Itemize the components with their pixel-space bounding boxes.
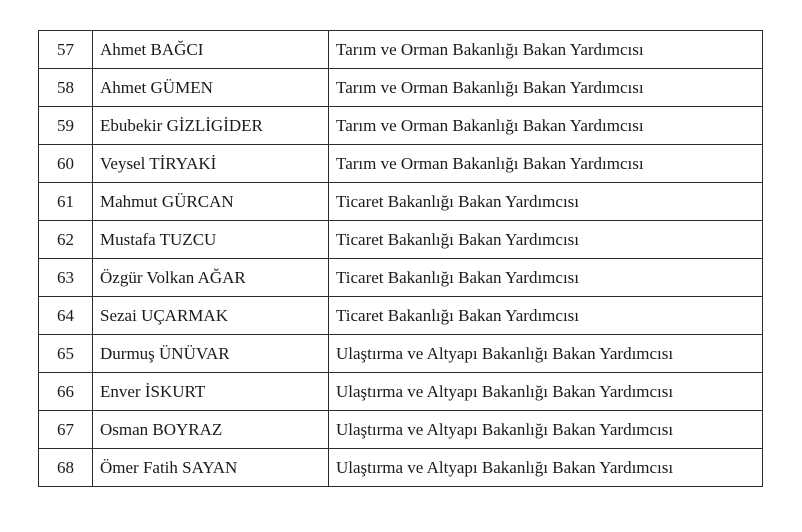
table-row xyxy=(39,183,763,221)
position-title: Ticaret Bakanlığı Bakan Yardımcısı xyxy=(329,221,763,259)
row-number: 63 xyxy=(39,259,93,297)
position-title: Tarım ve Orman Bakanlığı Bakan Yardımcısı xyxy=(329,145,763,183)
position-title: Tarım ve Orman Bakanlığı Bakan Yardımcısı xyxy=(329,107,763,145)
person-name: Özgür Volkan AĞAR xyxy=(93,259,329,297)
row-number: 57 xyxy=(39,31,93,69)
row-number: 59 xyxy=(39,107,93,145)
row-number: 62 xyxy=(39,221,93,259)
position-title: Tarım ve Orman Bakanlığı Bakan Yardımcısı xyxy=(329,69,763,107)
position-title: Ulaştırma ve Altyapı Bakanlığı Bakan Yardımcısı xyxy=(329,449,763,487)
person-name: Ömer Fatih SAYAN xyxy=(93,449,329,487)
position-title: Ticaret Bakanlığı Bakan Yardımcısı xyxy=(329,183,763,221)
row-number: 68 xyxy=(39,449,93,487)
table-row xyxy=(39,145,763,183)
person-name: Durmuş ÜNÜVAR xyxy=(93,335,329,373)
appointments-table xyxy=(38,30,763,487)
table-row xyxy=(39,221,763,259)
person-name: Sezai UÇARMAK xyxy=(93,297,329,335)
person-name: Osman BOYRAZ xyxy=(93,411,329,449)
table-row xyxy=(39,107,763,145)
position-title: Ulaştırma ve Altyapı Bakanlığı Bakan Yardımcısı xyxy=(329,411,763,449)
person-name: Mustafa TUZCU xyxy=(93,221,329,259)
row-number: 66 xyxy=(39,373,93,411)
row-number: 58 xyxy=(39,69,93,107)
row-number: 61 xyxy=(39,183,93,221)
row-number: 64 xyxy=(39,297,93,335)
position-title: Ulaştırma ve Altyapı Bakanlığı Bakan Yardımcısı xyxy=(329,373,763,411)
row-number: 65 xyxy=(39,335,93,373)
row-number: 67 xyxy=(39,411,93,449)
table-row xyxy=(39,411,763,449)
position-title: Ticaret Bakanlığı Bakan Yardımcısı xyxy=(329,259,763,297)
table-row xyxy=(39,373,763,411)
table-row xyxy=(39,449,763,487)
position-title: Tarım ve Orman Bakanlığı Bakan Yardımcısı xyxy=(329,31,763,69)
person-name: Mahmut GÜRCAN xyxy=(93,183,329,221)
position-title: Ticaret Bakanlığı Bakan Yardımcısı xyxy=(329,297,763,335)
person-name: Ahmet BAĞCI xyxy=(93,31,329,69)
table-row xyxy=(39,335,763,373)
table-row xyxy=(39,69,763,107)
table-row xyxy=(39,297,763,335)
person-name: Enver İSKURT xyxy=(93,373,329,411)
person-name: Ebubekir GİZLİGİDER xyxy=(93,107,329,145)
position-title: Ulaştırma ve Altyapı Bakanlığı Bakan Yardımcısı xyxy=(329,335,763,373)
person-name: Veysel TİRYAKİ xyxy=(93,145,329,183)
row-number: 60 xyxy=(39,145,93,183)
table-row xyxy=(39,259,763,297)
table-row xyxy=(39,31,763,69)
person-name: Ahmet GÜMEN xyxy=(93,69,329,107)
